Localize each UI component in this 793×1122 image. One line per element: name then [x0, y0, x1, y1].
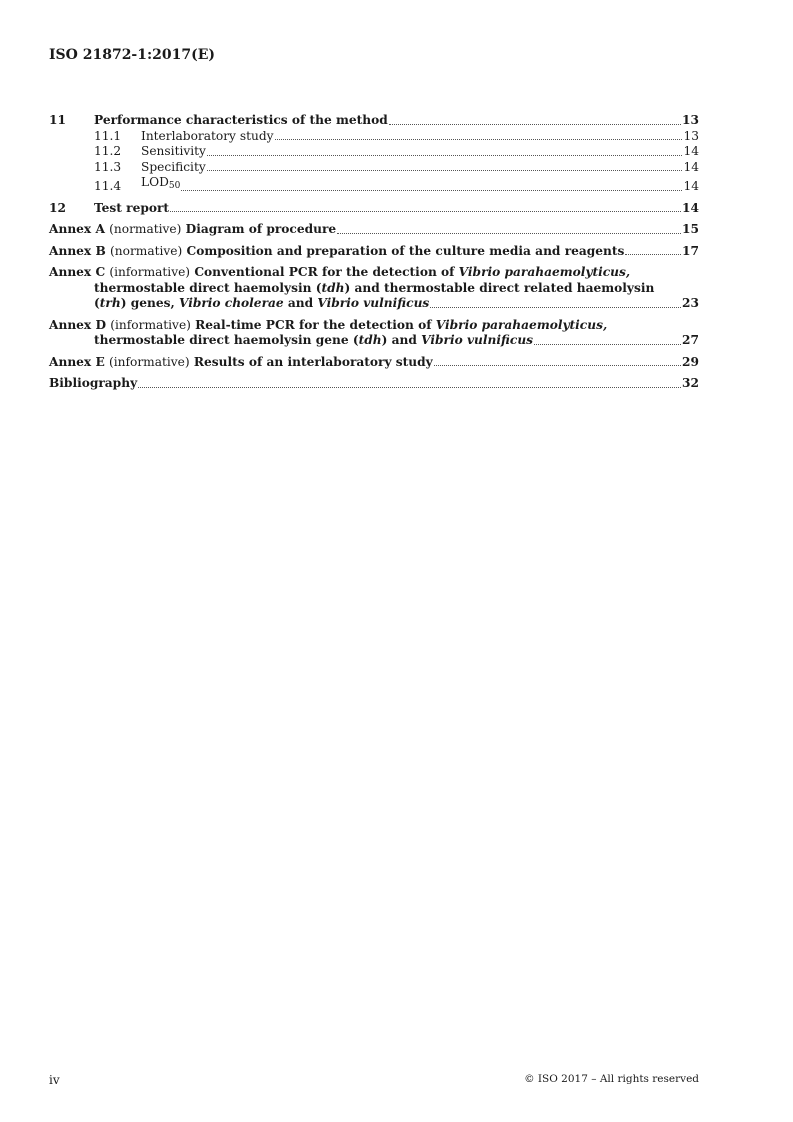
toc-title — [141, 175, 180, 195]
dot-leader — [434, 365, 681, 366]
toc-entry-annex-c[interactable] — [49, 265, 699, 312]
dot-leader — [337, 233, 681, 234]
toc-page: 13 — [682, 113, 699, 127]
toc-title-line-last — [49, 296, 699, 312]
dot-leader — [534, 344, 681, 345]
dot-leader — [389, 124, 681, 125]
toc-entry-11-3[interactable] — [49, 160, 699, 176]
toc-page: 17 — [682, 243, 699, 258]
dot-leader — [138, 387, 681, 388]
dot-leader — [170, 211, 681, 212]
toc-title — [49, 355, 433, 371]
toc-entry-12[interactable] — [49, 201, 699, 217]
dot-leader — [430, 307, 681, 308]
dot-leader — [275, 139, 683, 140]
toc-title-line-last — [49, 333, 699, 349]
toc-number: 11.3 — [94, 159, 122, 174]
annex-kind: (informative) — [109, 265, 191, 279]
toc-title-line — [49, 281, 699, 297]
annex-title-part: Conventional PCR for the detection of — [194, 265, 459, 279]
annex-kind: (informative) — [110, 317, 191, 332]
annex-label: Annex E — [49, 354, 105, 369]
annex-label: Annex A — [49, 222, 105, 236]
toc-entry-annex-a[interactable] — [49, 222, 699, 238]
toc-page: 14 — [683, 144, 699, 158]
toc-entry-annex-b[interactable] — [49, 244, 699, 260]
toc-entry-11-2[interactable] — [49, 144, 699, 160]
toc-title-line — [49, 318, 699, 334]
toc-title-subscript: 50 — [168, 181, 181, 191]
toc-page: 14 — [682, 200, 699, 215]
toc-entry-11[interactable] — [49, 113, 699, 129]
copyright-notice: © ISO 2017 – All rights reserved — [524, 1073, 699, 1085]
toc-title: Bibliography — [49, 376, 138, 390]
toc-page: 32 — [682, 376, 699, 390]
annex-kind: (normative) — [110, 243, 183, 258]
dot-leader — [207, 170, 683, 171]
toc-entry-11-1[interactable] — [49, 129, 699, 145]
toc-page: 23 — [682, 296, 699, 310]
annex-title: Results of an interlaboratory study — [193, 354, 433, 369]
toc-number: 11.4 — [94, 179, 122, 193]
annex-kind: (informative) — [108, 354, 190, 369]
toc-title — [49, 222, 336, 238]
dot-leader — [207, 155, 683, 156]
toc-page: 27 — [682, 333, 699, 347]
toc-page: 14 — [683, 179, 699, 193]
toc-page: 14 — [683, 159, 699, 174]
toc-title-text: LOD — [141, 175, 169, 189]
toc-title: Sensitivity — [141, 144, 206, 158]
toc-page: 13 — [683, 128, 699, 143]
annex-kind: (normative) — [109, 222, 182, 236]
toc-number: 11.1 — [94, 128, 122, 143]
dot-leader — [625, 254, 681, 255]
toc-number: 12 — [49, 200, 66, 215]
annex-title-italic: Vibrio parahaemolyticus, — [458, 265, 631, 279]
dot-leader — [181, 190, 682, 191]
annex-title: Composition and preparation of the culture media and reagents — [186, 243, 625, 258]
annex-title-part: thermostable direct haemolysin (tdh) and thermostable direct related haemolysin — [94, 280, 655, 295]
annex-title-italic: Vibrio parahaemolyticus, — [435, 317, 608, 332]
toc-page: 29 — [682, 354, 699, 369]
annex-title: Diagram of procedure — [185, 222, 337, 236]
annex-label: Annex D — [49, 317, 107, 332]
toc-number: 11 — [49, 113, 66, 127]
toc-title: Interlaboratory study — [141, 128, 274, 143]
toc-number: 11.2 — [94, 144, 122, 158]
toc-entry-bibliography[interactable] — [49, 376, 699, 392]
toc-entry-annex-d[interactable] — [49, 318, 699, 349]
toc-entry-11-4[interactable] — [49, 175, 699, 195]
annex-label: Annex B — [49, 243, 106, 258]
annex-title-part: thermostable direct haemolysin gene (tdh) and Vibrio vulnificus — [94, 333, 534, 347]
annex-label: Annex C — [49, 265, 106, 279]
document-id-header: ISO 21872-1:2017(E) — [49, 47, 216, 63]
toc-page: 15 — [682, 222, 699, 236]
annex-title-part: Real-time PCR for the detection of — [195, 317, 436, 332]
table-of-contents — [49, 113, 699, 392]
page-number: iv — [49, 1073, 60, 1087]
toc-title-line — [49, 265, 699, 281]
toc-title: Specificity — [141, 159, 206, 174]
toc-title: Performance characteristics of the method — [94, 113, 388, 127]
toc-title — [49, 244, 624, 260]
toc-title: Test report — [94, 200, 170, 215]
annex-title-part: (trh) genes, Vibrio cholerae and Vibrio vulnificus — [94, 296, 430, 310]
toc-entry-annex-e[interactable] — [49, 355, 699, 371]
